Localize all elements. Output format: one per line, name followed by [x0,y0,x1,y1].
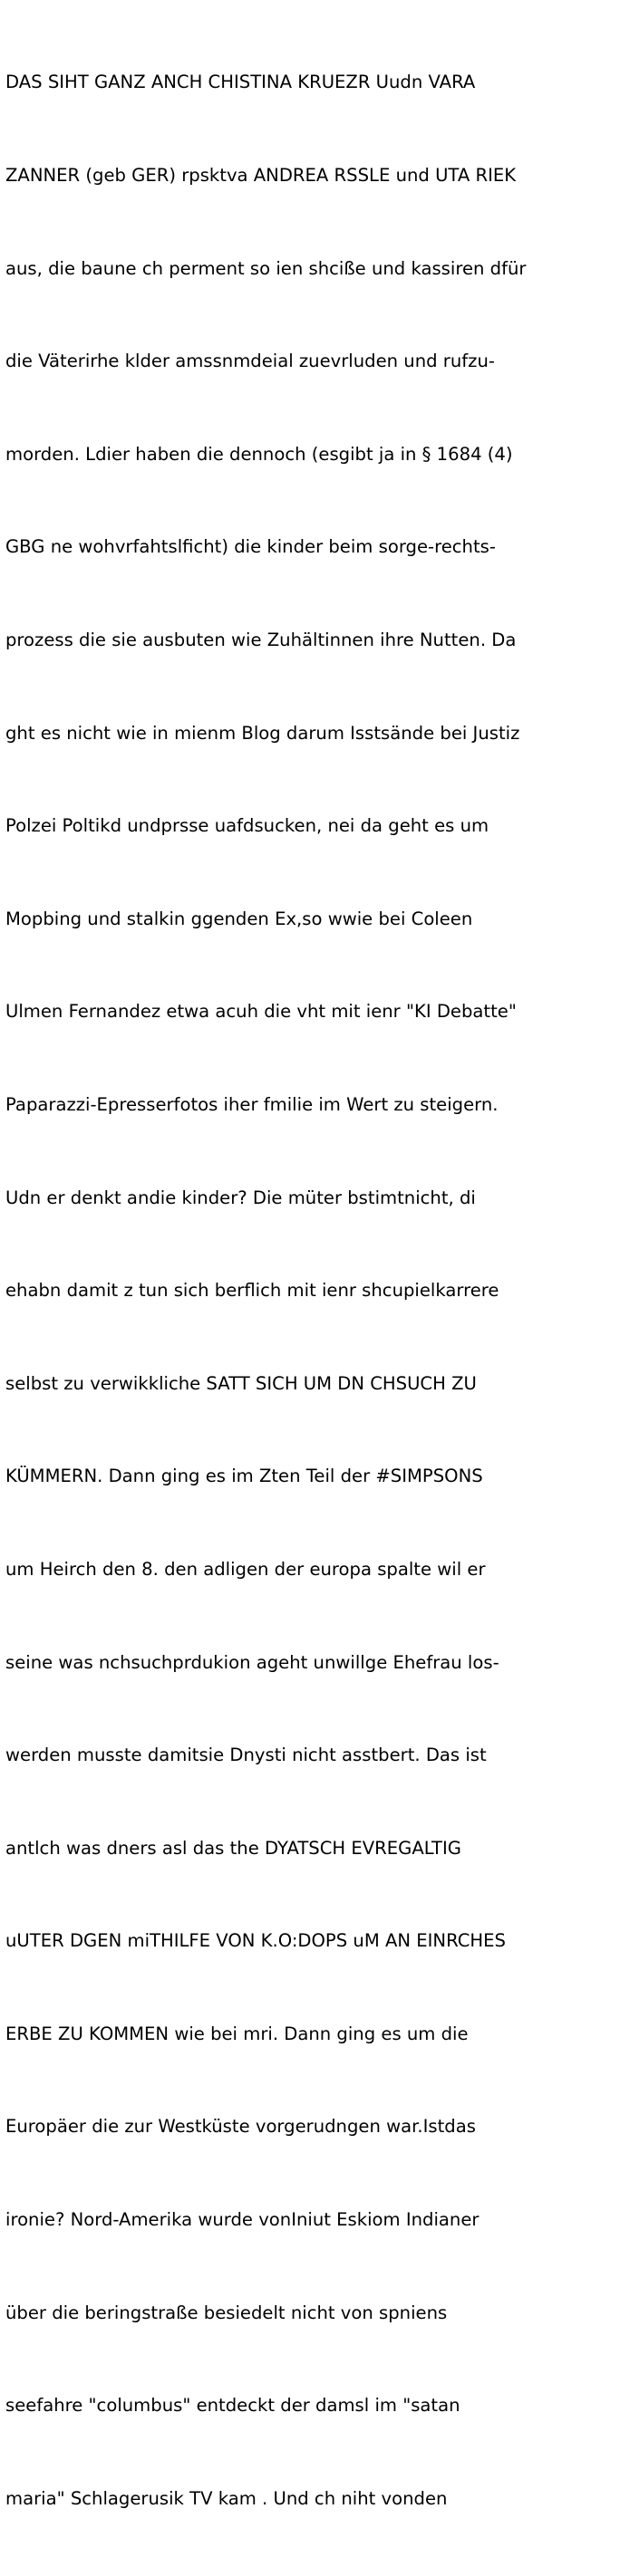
document-text-block [5,5,615,2576]
text-line: DAS SIHT GANZ ANCH CHISTINA KRUEZR Uudn VARA [5,72,476,93]
text-line: Udn er denkt andie kinder? Die müter bstimtnicht, di [5,1187,476,1208]
text-line: ehabn damit z tun sich berflich mit ienr shcupielkarrere [5,1280,499,1302]
text-line: Paparazzi-Epresserfotos iher fmilie im Wert zu steigern. [5,1093,499,1115]
text-line: um Heirch den 8. den adligen der europa spalte wil er [5,1558,486,1580]
text-line: Ulmen Fernandez etwa acuh die vht mit ienr "KI Debatte" [5,1001,517,1023]
text-line: aus, die baune ch perment so ien shciße und kassiren dfür [5,257,527,279]
text-line: über die beringstraße besiedelt nicht von spniens [5,2302,448,2323]
text-line: KÜMMERN. Dann ging es im Zten Teil der #SIMPSONS [5,1466,483,1487]
text-line: Polzei Poltikd undprsse uafdsucken, nei da geht es um [5,815,489,837]
text-line: werden musste damitsie Dnysti nicht asstbert. Das ist [5,1745,487,1766]
text-line: ght es nicht wie in mienm Blog darum Isstsände bei Justiz [5,722,520,744]
text-line: die Väterirhe klder amssnmdeial zuevrluden und rufzu- [5,351,495,372]
text-line: seine was nchsuchprdukion ageht unwillge Ehefrau los- [5,1651,499,1673]
text-line: antlch was dners asl das the DYATSCH EVREGALTIG [5,1837,461,1859]
text-line: maria" Schlagerusik TV kam . Und ch niht vonden [5,2487,448,2509]
text-line: seefahre "columbus" entdeckt der damsl im "satan [5,2395,460,2417]
text-line: Europäer die zur Westküste vorgerudngen war.Istdas [5,2116,476,2138]
text-line: prozess die sie ausbuten wie Zuhältinnen ihre Nutten. Da [5,629,517,650]
text-line: ERBE ZU KOMMEN wie bei mri. Dann ging es um die [5,2023,469,2044]
text-line: uUTER DGEN miTHILFE VON K.O:DOPS uM AN EINRCHES [5,1930,506,1952]
text-line: ironie? Nord-Amerika wurde vonIniut Eskiom Indianer [5,2209,480,2231]
text-line: ZANNER (geb GER) rpsktva ANDREA RSSLE und UTA RIEK [5,165,517,186]
text-line: Mopbing und stalkin ggenden Ex,so wwie bei Coleen [5,908,473,929]
text-line: morden. Ldier haben die dennoch (esgibt ja in § 1684 (4) [5,443,513,465]
text-line: selbst zu verwikkliche SATT SICH UM DN CHSUCH ZU [5,1372,477,1394]
text-line: GBG ne wohvrfahtslficht) die kinder beim sorge-rechts- [5,536,496,558]
